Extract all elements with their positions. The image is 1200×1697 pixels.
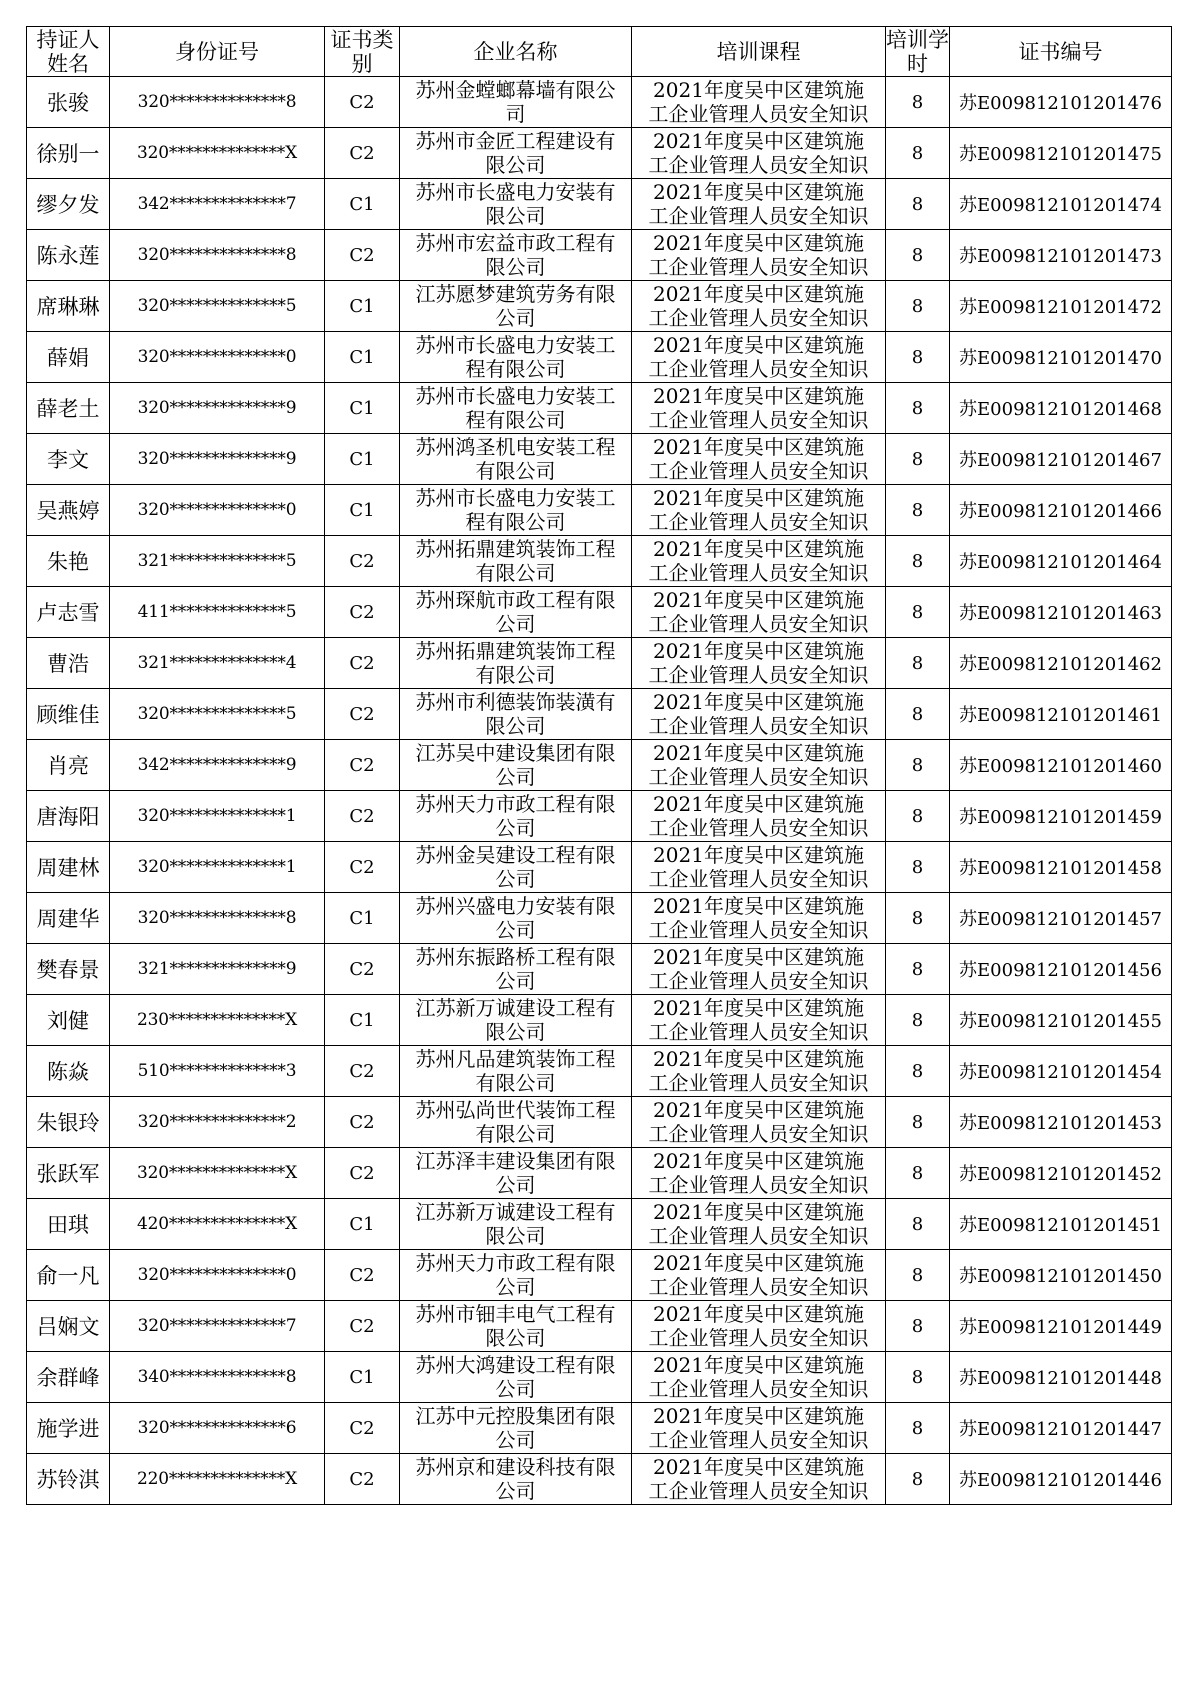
id-number-cell: 321**************5	[110, 536, 325, 587]
training-course-cell-text: 2021年度吴中区建筑施工企业管理人员安全知识	[648, 1455, 869, 1503]
table-row	[27, 1352, 1172, 1403]
training-course-cell-text: 2021年度吴中区建筑施工企业管理人员安全知识	[648, 588, 869, 636]
certificate-category-cell: C1	[325, 995, 400, 1046]
training-course-cell-text: 2021年度吴中区建筑施工企业管理人员安全知识	[648, 792, 869, 840]
holder-name-cell: 朱艳	[27, 536, 110, 587]
training-course-cell	[632, 689, 886, 740]
certificate-category-cell: C2	[325, 230, 400, 281]
holder-name-cell: 陈永莲	[27, 230, 110, 281]
company-name-cell-text: 苏州市长盛电力安装工程有限公司	[415, 333, 616, 381]
training-course-cell-text: 2021年度吴中区建筑施工企业管理人员安全知识	[648, 486, 869, 534]
id-number-cell: 320**************0	[110, 485, 325, 536]
company-name-cell	[400, 230, 632, 281]
company-name-cell-text: 苏州天力市政工程有限公司	[415, 1251, 616, 1299]
header-certificate-category: 证书类别	[325, 27, 400, 77]
table-row	[27, 1250, 1172, 1301]
training-hours-cell: 8	[886, 638, 950, 689]
id-number-cell: 321**************4	[110, 638, 325, 689]
training-hours-cell: 8	[886, 1301, 950, 1352]
training-course-cell	[632, 383, 886, 434]
company-name-cell	[400, 689, 632, 740]
holder-name-cell: 陈焱	[27, 1046, 110, 1097]
certificate-number-cell: 苏E009812101201461	[950, 689, 1172, 740]
company-name-cell-text: 江苏吴中建设集团有限公司	[415, 741, 616, 789]
certificate-number-cell: 苏E009812101201472	[950, 281, 1172, 332]
certificate-category-cell: C2	[325, 1250, 400, 1301]
company-name-cell	[400, 893, 632, 944]
training-course-cell-text: 2021年度吴中区建筑施工企业管理人员安全知识	[648, 945, 869, 993]
table-row	[27, 740, 1172, 791]
company-name-cell-text: 苏州大鸿建设工程有限公司	[415, 1353, 616, 1401]
training-course-cell	[632, 791, 886, 842]
training-course-cell	[632, 1046, 886, 1097]
company-name-cell	[400, 791, 632, 842]
training-course-cell	[632, 587, 886, 638]
holder-name-cell: 周建林	[27, 842, 110, 893]
training-course-cell-text: 2021年度吴中区建筑施工企业管理人员安全知识	[648, 690, 869, 738]
id-number-cell: 320**************0	[110, 1250, 325, 1301]
table-row	[27, 1046, 1172, 1097]
certificate-category-cell: C1	[325, 434, 400, 485]
training-hours-cell: 8	[886, 791, 950, 842]
certificate-number-cell: 苏E009812101201455	[950, 995, 1172, 1046]
certificate-category-cell: C2	[325, 791, 400, 842]
company-name-cell	[400, 434, 632, 485]
training-course-cell-text: 2021年度吴中区建筑施工企业管理人员安全知识	[648, 741, 869, 789]
training-course-cell-text: 2021年度吴中区建筑施工企业管理人员安全知识	[648, 537, 869, 585]
table-row	[27, 1097, 1172, 1148]
training-course-cell-text: 2021年度吴中区建筑施工企业管理人员安全知识	[648, 435, 869, 483]
training-hours-cell: 8	[886, 1403, 950, 1454]
training-course-cell	[632, 485, 886, 536]
company-name-cell-text: 江苏新万诚建设工程有限公司	[415, 1200, 616, 1248]
company-name-cell-text: 苏州琛航市政工程有限公司	[415, 588, 616, 636]
training-course-cell	[632, 128, 886, 179]
holder-name-cell: 卢志雪	[27, 587, 110, 638]
header-training-course: 培训课程	[632, 27, 886, 77]
header-id-number: 身份证号	[110, 27, 325, 77]
id-number-cell: 340**************8	[110, 1352, 325, 1403]
company-name-cell	[400, 179, 632, 230]
id-number-cell: 411**************5	[110, 587, 325, 638]
id-number-cell: 320**************X	[110, 128, 325, 179]
holder-name-cell: 席琳琳	[27, 281, 110, 332]
table-row	[27, 1403, 1172, 1454]
certificate-category-cell: C1	[325, 383, 400, 434]
id-number-cell: 320**************7	[110, 1301, 325, 1352]
training-course-cell	[632, 1148, 886, 1199]
certificate-category-cell: C2	[325, 536, 400, 587]
training-course-cell	[632, 434, 886, 485]
training-course-cell-text: 2021年度吴中区建筑施工企业管理人员安全知识	[648, 282, 869, 330]
company-name-cell-text: 苏州金螳螂幕墙有限公司	[415, 78, 616, 126]
table-row	[27, 995, 1172, 1046]
training-hours-cell: 8	[886, 434, 950, 485]
holder-name-cell: 樊春景	[27, 944, 110, 995]
table-row	[27, 230, 1172, 281]
training-hours-cell: 8	[886, 128, 950, 179]
holder-name-cell: 缪夕发	[27, 179, 110, 230]
table-row	[27, 179, 1172, 230]
table-row	[27, 485, 1172, 536]
holder-name-cell: 田琪	[27, 1199, 110, 1250]
company-name-cell	[400, 281, 632, 332]
id-number-cell: 320**************1	[110, 842, 325, 893]
training-course-cell	[632, 1301, 886, 1352]
holder-name-cell: 曹浩	[27, 638, 110, 689]
company-name-cell-text: 苏州市宏益市政工程有限公司	[415, 231, 616, 279]
holder-name-cell: 肖亮	[27, 740, 110, 791]
table-row	[27, 1301, 1172, 1352]
training-hours-cell: 8	[886, 1250, 950, 1301]
certificate-number-cell: 苏E009812101201453	[950, 1097, 1172, 1148]
company-name-cell	[400, 638, 632, 689]
holder-name-cell: 刘健	[27, 995, 110, 1046]
id-number-cell: 320**************2	[110, 1097, 325, 1148]
certificate-category-cell: C2	[325, 77, 400, 128]
holder-name-cell: 吕娴文	[27, 1301, 110, 1352]
certificate-number-cell: 苏E009812101201467	[950, 434, 1172, 485]
company-name-cell	[400, 740, 632, 791]
certificate-category-cell: C1	[325, 332, 400, 383]
training-hours-cell: 8	[886, 893, 950, 944]
training-course-cell	[632, 1403, 886, 1454]
company-name-cell	[400, 383, 632, 434]
training-course-cell	[632, 332, 886, 383]
table-row	[27, 842, 1172, 893]
certificate-number-cell: 苏E009812101201449	[950, 1301, 1172, 1352]
certificate-number-cell: 苏E009812101201446	[950, 1454, 1172, 1505]
training-course-cell	[632, 1250, 886, 1301]
id-number-cell: 320**************6	[110, 1403, 325, 1454]
table-row	[27, 281, 1172, 332]
id-number-cell: 320**************1	[110, 791, 325, 842]
header-training-hours: 培训学时	[886, 28, 949, 76]
company-name-cell-text: 苏州金吴建设工程有限公司	[415, 843, 616, 891]
certificate-number-cell: 苏E009812101201456	[950, 944, 1172, 995]
training-course-cell-text: 2021年度吴中区建筑施工企业管理人员安全知识	[648, 843, 869, 891]
training-hours-cell: 8	[886, 77, 950, 128]
training-hours-cell: 8	[886, 485, 950, 536]
company-name-cell-text: 苏州市长盛电力安装工程有限公司	[415, 486, 616, 534]
company-name-cell	[400, 1301, 632, 1352]
company-name-cell	[400, 1046, 632, 1097]
training-course-cell-text: 2021年度吴中区建筑施工企业管理人员安全知识	[648, 180, 869, 228]
company-name-cell-text: 苏州京和建设科技有限公司	[415, 1455, 616, 1503]
company-name-cell	[400, 1352, 632, 1403]
training-hours-cell: 8	[886, 944, 950, 995]
id-number-cell: 510**************3	[110, 1046, 325, 1097]
certificate-category-cell: C1	[325, 485, 400, 536]
training-hours-cell: 8	[886, 1199, 950, 1250]
training-course-cell-text: 2021年度吴中区建筑施工企业管理人员安全知识	[648, 78, 869, 126]
company-name-cell	[400, 995, 632, 1046]
certificate-number-cell: 苏E009812101201458	[950, 842, 1172, 893]
certificate-category-cell: C1	[325, 893, 400, 944]
training-course-cell-text: 2021年度吴中区建筑施工企业管理人员安全知识	[648, 1098, 869, 1146]
training-hours-cell: 8	[886, 383, 950, 434]
holder-name-cell: 俞一凡	[27, 1250, 110, 1301]
table-row	[27, 944, 1172, 995]
certificate-category-cell: C2	[325, 689, 400, 740]
training-course-cell	[632, 1454, 886, 1505]
holder-name-cell: 唐海阳	[27, 791, 110, 842]
holder-name-cell: 周建华	[27, 893, 110, 944]
holder-name-cell: 顾维佳	[27, 689, 110, 740]
certificate-number-cell: 苏E009812101201464	[950, 536, 1172, 587]
company-name-cell	[400, 128, 632, 179]
training-hours-cell: 8	[886, 1097, 950, 1148]
training-course-cell	[632, 1199, 886, 1250]
certificate-category-cell: C1	[325, 1199, 400, 1250]
training-hours-cell: 8	[886, 587, 950, 638]
id-number-cell: 230**************X	[110, 995, 325, 1046]
training-course-cell-text: 2021年度吴中区建筑施工企业管理人员安全知识	[648, 1149, 869, 1197]
certificate-number-cell: 苏E009812101201476	[950, 77, 1172, 128]
training-hours-cell: 8	[886, 230, 950, 281]
company-name-cell-text: 苏州弘尚世代装饰工程有限公司	[415, 1098, 616, 1146]
certificate-number-cell: 苏E009812101201468	[950, 383, 1172, 434]
certificate-number-cell: 苏E009812101201462	[950, 638, 1172, 689]
certificate-category-cell: C2	[325, 1301, 400, 1352]
training-course-cell-text: 2021年度吴中区建筑施工企业管理人员安全知识	[648, 333, 869, 381]
id-number-cell: 220**************X	[110, 1454, 325, 1505]
training-course-cell	[632, 230, 886, 281]
holder-name-cell: 施学进	[27, 1403, 110, 1454]
company-name-cell-text: 江苏愿梦建筑劳务有限公司	[415, 282, 616, 330]
company-name-cell-text: 苏州天力市政工程有限公司	[415, 792, 616, 840]
training-course-cell	[632, 740, 886, 791]
company-name-cell	[400, 1199, 632, 1250]
training-course-cell	[632, 638, 886, 689]
training-hours-cell: 8	[886, 281, 950, 332]
certificate-number-cell: 苏E009812101201447	[950, 1403, 1172, 1454]
certificate-number-cell: 苏E009812101201463	[950, 587, 1172, 638]
company-name-cell	[400, 587, 632, 638]
training-course-cell-text: 2021年度吴中区建筑施工企业管理人员安全知识	[648, 1251, 869, 1299]
company-name-cell	[400, 536, 632, 587]
training-hours-cell: 8	[886, 740, 950, 791]
holder-name-cell: 张骏	[27, 77, 110, 128]
table-row	[27, 128, 1172, 179]
training-course-cell-text: 2021年度吴中区建筑施工企业管理人员安全知识	[648, 894, 869, 942]
table-row	[27, 791, 1172, 842]
training-hours-cell: 8	[886, 689, 950, 740]
certificate-category-cell: C2	[325, 842, 400, 893]
table-row	[27, 434, 1172, 485]
company-name-cell	[400, 77, 632, 128]
training-course-cell	[632, 179, 886, 230]
company-name-cell	[400, 842, 632, 893]
table-row	[27, 638, 1172, 689]
training-hours-cell: 8	[886, 1454, 950, 1505]
certificate-category-cell: C1	[325, 281, 400, 332]
id-number-cell: 342**************9	[110, 740, 325, 791]
table-row	[27, 1148, 1172, 1199]
training-course-cell	[632, 536, 886, 587]
id-number-cell: 320**************5	[110, 689, 325, 740]
training-course-cell	[632, 1097, 886, 1148]
table-row	[27, 587, 1172, 638]
company-name-cell	[400, 1454, 632, 1505]
company-name-cell	[400, 1148, 632, 1199]
certificate-category-cell: C2	[325, 740, 400, 791]
table-row	[27, 893, 1172, 944]
id-number-cell: 320**************9	[110, 383, 325, 434]
training-course-cell	[632, 1352, 886, 1403]
holder-name-cell: 李文	[27, 434, 110, 485]
company-name-cell-text: 江苏新万诚建设工程有限公司	[415, 996, 616, 1044]
certificate-category-cell: C2	[325, 1097, 400, 1148]
certificate-number-cell: 苏E009812101201457	[950, 893, 1172, 944]
certificate-number-cell: 苏E009812101201460	[950, 740, 1172, 791]
roster-body	[27, 77, 1172, 1505]
holder-name-cell: 张跃军	[27, 1148, 110, 1199]
training-course-cell	[632, 77, 886, 128]
training-hours-cell: 8	[886, 995, 950, 1046]
table-row	[27, 536, 1172, 587]
certificate-category-cell: C1	[325, 179, 400, 230]
certificate-number-cell: 苏E009812101201466	[950, 485, 1172, 536]
holder-name-cell: 吴燕婷	[27, 485, 110, 536]
company-name-cell	[400, 332, 632, 383]
id-number-cell: 320**************8	[110, 230, 325, 281]
id-number-cell: 320**************8	[110, 893, 325, 944]
training-course-cell-text: 2021年度吴中区建筑施工企业管理人员安全知识	[648, 1404, 869, 1452]
certificate-category-cell: C1	[325, 1352, 400, 1403]
certificate-category-cell: C2	[325, 128, 400, 179]
id-number-cell: 320**************9	[110, 434, 325, 485]
training-course-cell-text: 2021年度吴中区建筑施工企业管理人员安全知识	[648, 639, 869, 687]
table-row	[27, 77, 1172, 128]
training-course-cell-text: 2021年度吴中区建筑施工企业管理人员安全知识	[648, 231, 869, 279]
training-course-cell-text: 2021年度吴中区建筑施工企业管理人员安全知识	[648, 1353, 869, 1401]
training-course-cell-text: 2021年度吴中区建筑施工企业管理人员安全知识	[648, 129, 869, 177]
certificate-number-cell: 苏E009812101201459	[950, 791, 1172, 842]
company-name-cell	[400, 944, 632, 995]
training-hours-cell: 8	[886, 1148, 950, 1199]
holder-name-cell: 薛娟	[27, 332, 110, 383]
certificate-number-cell: 苏E009812101201470	[950, 332, 1172, 383]
certificate-roster-table	[26, 26, 1172, 1505]
certificate-category-cell: C2	[325, 587, 400, 638]
certificate-number-cell: 苏E009812101201452	[950, 1148, 1172, 1199]
id-number-cell: 320**************X	[110, 1148, 325, 1199]
training-hours-cell: 8	[886, 1352, 950, 1403]
table-row	[27, 1454, 1172, 1505]
header-certificate-number: 证书编号	[950, 27, 1172, 77]
holder-name-cell: 薛老土	[27, 383, 110, 434]
certificate-number-cell: 苏E009812101201473	[950, 230, 1172, 281]
certificate-number-cell: 苏E009812101201474	[950, 179, 1172, 230]
company-name-cell	[400, 1403, 632, 1454]
training-hours-cell: 8	[886, 536, 950, 587]
holder-name-cell: 朱银玲	[27, 1097, 110, 1148]
id-number-cell: 320**************5	[110, 281, 325, 332]
company-name-cell-text: 苏州拓鼎建筑装饰工程有限公司	[415, 639, 616, 687]
company-name-cell-text: 苏州市利德装饰装潢有限公司	[415, 690, 616, 738]
id-number-cell: 342**************7	[110, 179, 325, 230]
training-course-cell-text: 2021年度吴中区建筑施工企业管理人员安全知识	[648, 996, 869, 1044]
company-name-cell-text: 江苏泽丰建设集团有限公司	[415, 1149, 616, 1197]
company-name-cell-text: 苏州鸿圣机电安装工程有限公司	[415, 435, 616, 483]
training-course-cell	[632, 281, 886, 332]
company-name-cell-text: 苏州市钿丰电气工程有限公司	[415, 1302, 616, 1350]
id-number-cell: 320**************0	[110, 332, 325, 383]
training-hours-cell: 8	[886, 332, 950, 383]
training-course-cell	[632, 893, 886, 944]
training-course-cell-text: 2021年度吴中区建筑施工企业管理人员安全知识	[648, 1302, 869, 1350]
training-hours-cell: 8	[886, 179, 950, 230]
table-row	[27, 332, 1172, 383]
certificate-category-cell: C2	[325, 1046, 400, 1097]
certificate-number-cell: 苏E009812101201451	[950, 1199, 1172, 1250]
certificate-category-cell: C2	[325, 638, 400, 689]
certificate-number-cell: 苏E009812101201454	[950, 1046, 1172, 1097]
company-name-cell-text: 苏州市金匠工程建设有限公司	[415, 129, 616, 177]
id-number-cell: 420**************X	[110, 1199, 325, 1250]
table-row	[27, 383, 1172, 434]
certificate-number-cell: 苏E009812101201475	[950, 128, 1172, 179]
certificate-category-cell: C2	[325, 944, 400, 995]
header-row	[27, 27, 1172, 77]
company-name-cell-text: 苏州拓鼎建筑装饰工程有限公司	[415, 537, 616, 585]
certificate-number-cell: 苏E009812101201450	[950, 1250, 1172, 1301]
training-hours-cell: 8	[886, 842, 950, 893]
training-course-cell	[632, 944, 886, 995]
training-hours-cell: 8	[886, 1046, 950, 1097]
training-course-cell-text: 2021年度吴中区建筑施工企业管理人员安全知识	[648, 384, 869, 432]
company-name-cell	[400, 1097, 632, 1148]
id-number-cell: 321**************9	[110, 944, 325, 995]
holder-name-cell: 苏铃淇	[27, 1454, 110, 1505]
holder-name-cell: 余群峰	[27, 1352, 110, 1403]
company-name-cell-text: 苏州东振路桥工程有限公司	[415, 945, 616, 993]
training-course-cell-text: 2021年度吴中区建筑施工企业管理人员安全知识	[648, 1047, 869, 1095]
company-name-cell-text: 江苏中元控股集团有限公司	[415, 1404, 616, 1452]
holder-name-cell: 徐别一	[27, 128, 110, 179]
company-name-cell-text: 苏州市长盛电力安装工程有限公司	[415, 384, 616, 432]
table-row	[27, 1199, 1172, 1250]
company-name-cell-text: 苏州凡品建筑装饰工程有限公司	[415, 1047, 616, 1095]
training-course-cell	[632, 842, 886, 893]
certificate-category-cell: C2	[325, 1148, 400, 1199]
certificate-category-cell: C2	[325, 1403, 400, 1454]
company-name-cell	[400, 1250, 632, 1301]
id-number-cell: 320**************8	[110, 77, 325, 128]
company-name-cell-text: 苏州兴盛电力安装有限公司	[415, 894, 616, 942]
certificate-category-cell: C2	[325, 1454, 400, 1505]
header-company-name: 企业名称	[400, 27, 632, 77]
header-holder-name: 持证人姓名	[27, 27, 110, 77]
training-course-cell	[632, 995, 886, 1046]
company-name-cell	[400, 485, 632, 536]
training-course-cell-text: 2021年度吴中区建筑施工企业管理人员安全知识	[648, 1200, 869, 1248]
certificate-number-cell: 苏E009812101201448	[950, 1352, 1172, 1403]
company-name-cell-text: 苏州市长盛电力安装有限公司	[415, 180, 616, 228]
table-row	[27, 689, 1172, 740]
